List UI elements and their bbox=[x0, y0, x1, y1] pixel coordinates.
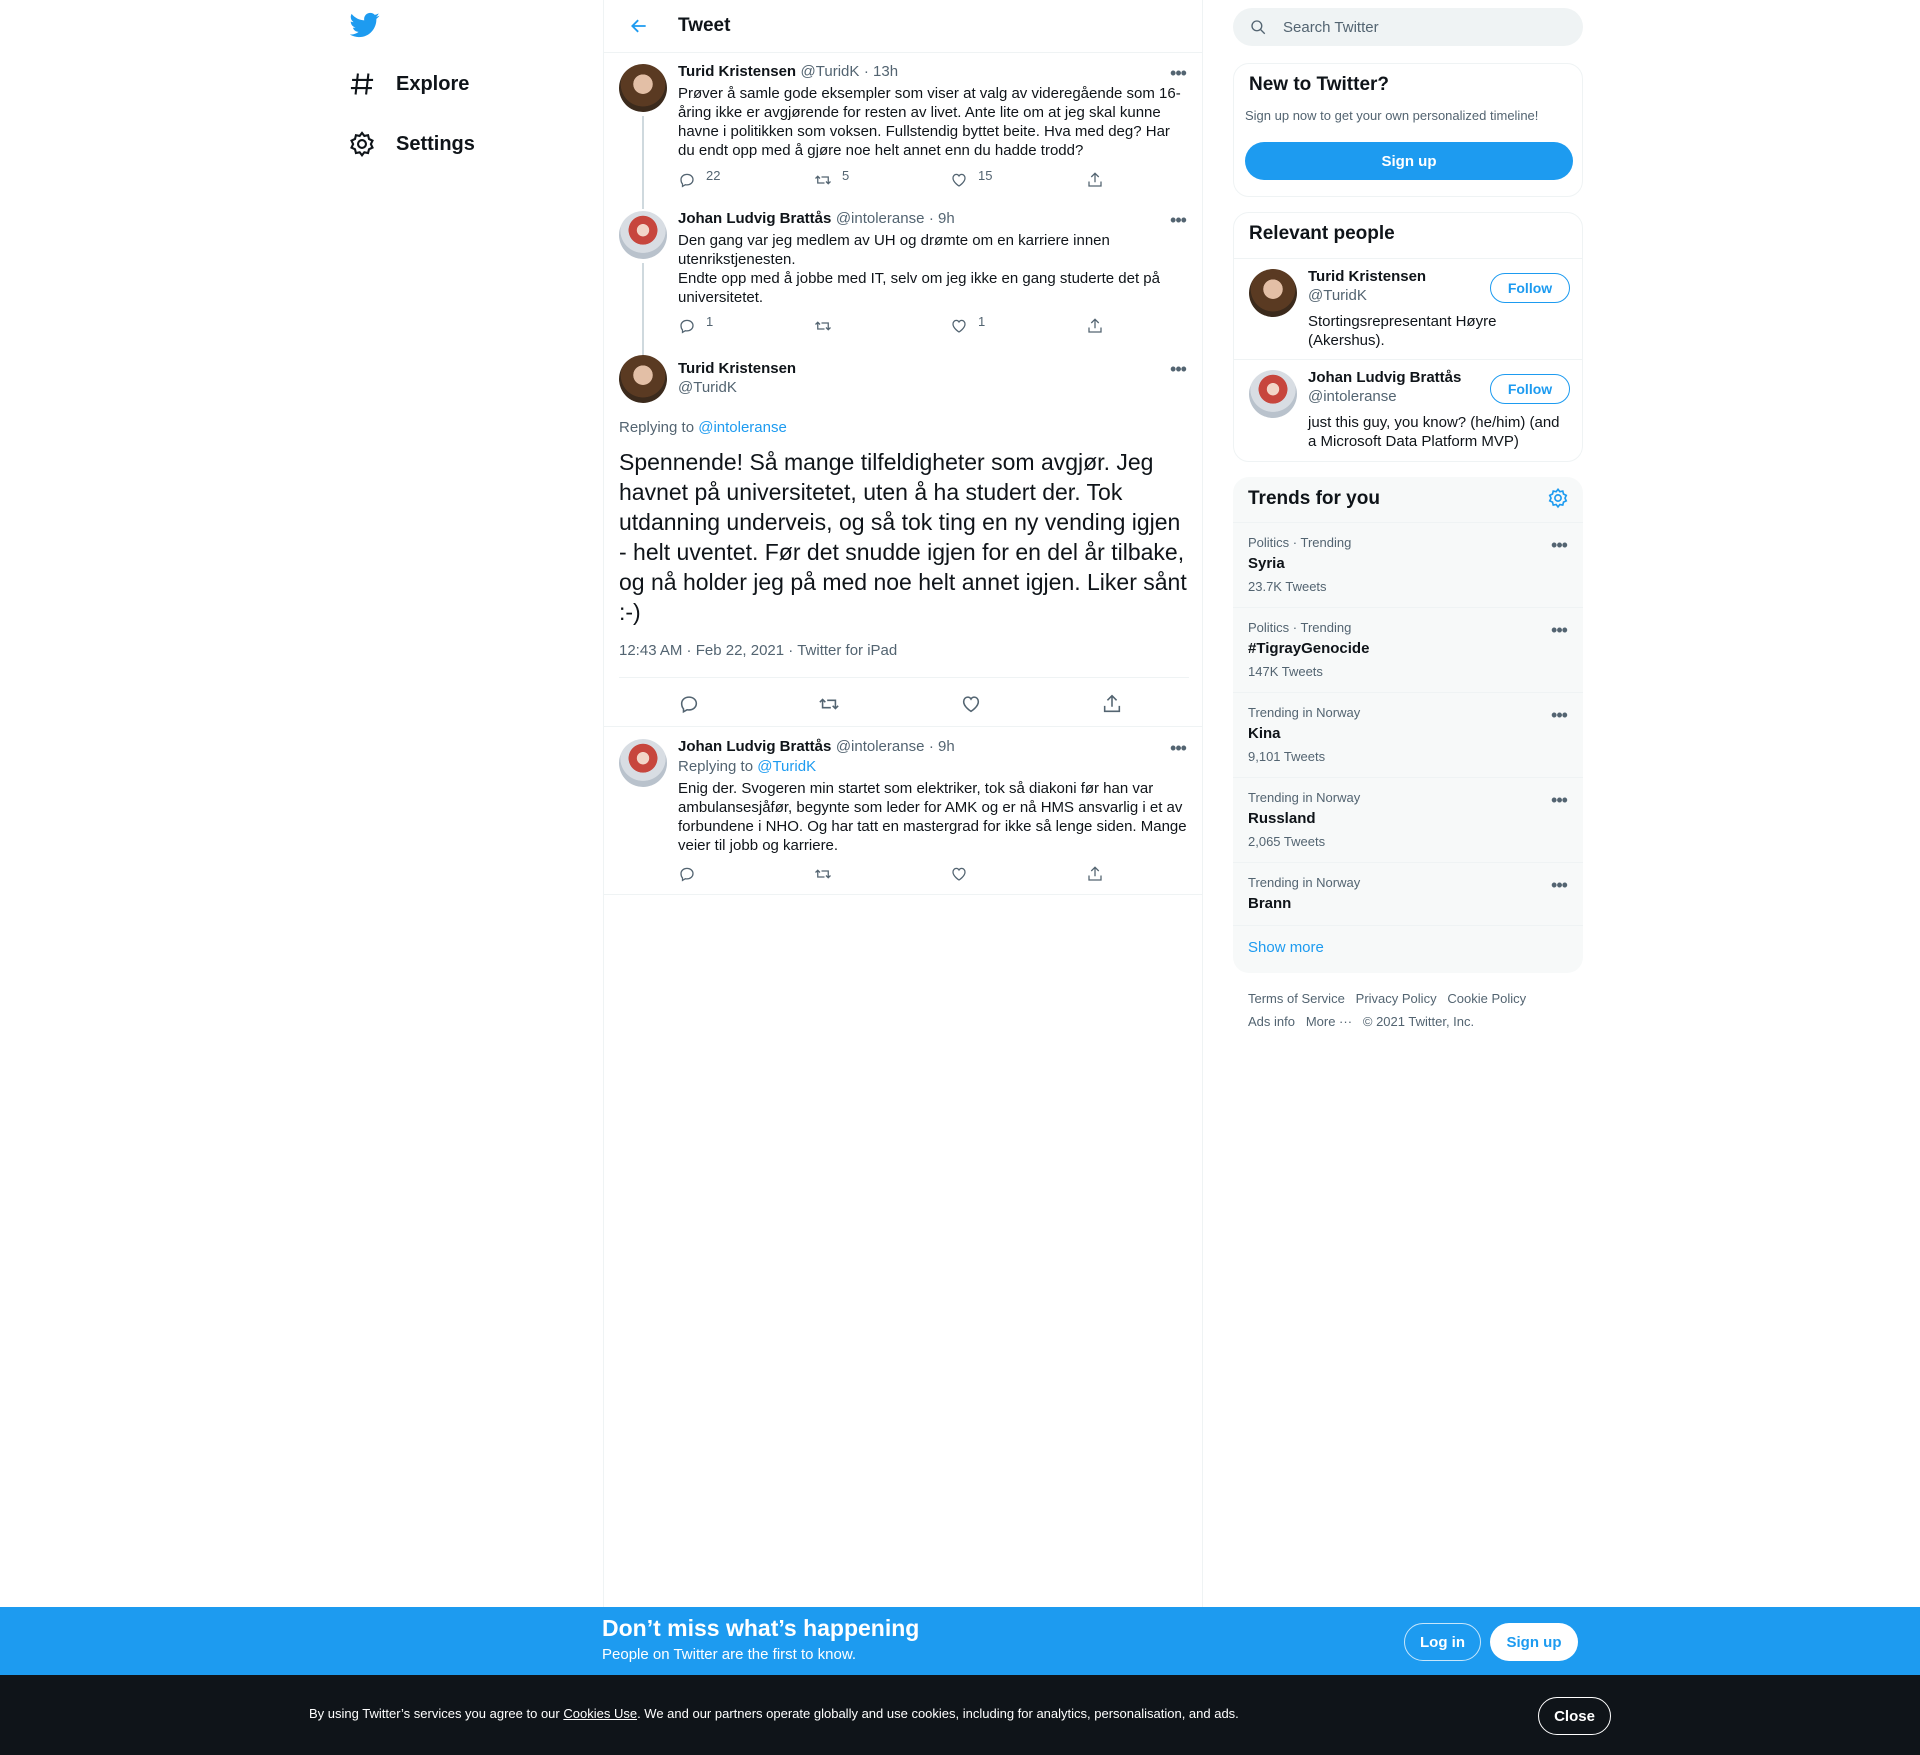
like-icon bbox=[950, 865, 968, 883]
trend-name: Kina bbox=[1248, 725, 1281, 742]
trend-name: Syria bbox=[1248, 555, 1285, 572]
tweet-source[interactable]: Twitter for iPad bbox=[797, 642, 898, 659]
tweet-author-name[interactable]: Johan Ludvig Brattås bbox=[678, 210, 832, 227]
more-icon[interactable]: ••• bbox=[1551, 789, 1567, 810]
trend-category: Trending in Norway bbox=[1248, 790, 1361, 805]
share-button[interactable] bbox=[1101, 693, 1123, 715]
footer-links-2 bbox=[1248, 1014, 1474, 1029]
trend-item[interactable] bbox=[1233, 607, 1583, 692]
footer-links bbox=[1248, 991, 1526, 1006]
banner-sign-up-button[interactable]: Sign up bbox=[1490, 1623, 1578, 1661]
tweet-text: Prøver å samle gode eksempler som viser at valg av videregående som 16- åring ikke er avgjørende for resten av livet. Ante lite om at jeg skal kunne havne i politikken som voksen. Fullstendig byttet beite. Hva med deg? Har du endt opp med å gjøre noe helt annet enn du hadde trodd? bbox=[678, 85, 1181, 159]
trend-item[interactable] bbox=[1233, 862, 1583, 925]
follow-button[interactable]: Follow bbox=[1490, 273, 1570, 303]
tweet-text: Enig der. Svogeren min startet som elektriker, tok så diakoni før han var ambulansesjåfør, begynte som leder for AMK og er nå HMS ansvarlig i et av forbundene i NHO. Og har tatt en mastergrad for ikke så lenge siden. Mange veier til jobb og karriere. bbox=[678, 780, 1187, 854]
page-title: Tweet bbox=[678, 15, 731, 36]
share-icon bbox=[1086, 317, 1104, 335]
reply-icon bbox=[678, 693, 700, 715]
tweet-author-handle[interactable]: @TuridK bbox=[678, 379, 737, 396]
reply-icon bbox=[678, 865, 696, 883]
follow-button[interactable]: Follow bbox=[1490, 374, 1570, 404]
reply-count: 1 bbox=[706, 313, 714, 329]
tweet-author-handle[interactable]: @TuridK bbox=[800, 63, 860, 80]
retweet-button[interactable] bbox=[814, 317, 832, 335]
trend-count: 147K Tweets bbox=[1248, 664, 1323, 679]
more-icon[interactable]: ••• bbox=[1170, 737, 1186, 758]
retweet-icon bbox=[814, 865, 832, 883]
tweet-time[interactable]: · 9h bbox=[928, 738, 955, 755]
search-input[interactable] bbox=[1283, 19, 1543, 36]
ads-info-link[interactable]: Ads info bbox=[1248, 1014, 1295, 1029]
trend-count: 2,065 Tweets bbox=[1248, 834, 1326, 849]
trend-category: Politics · Trending bbox=[1248, 535, 1352, 550]
like-button[interactable] bbox=[960, 693, 982, 715]
retweet-icon bbox=[814, 317, 832, 335]
privacy-link[interactable]: Privacy Policy bbox=[1355, 991, 1437, 1006]
trend-name: Brann bbox=[1248, 895, 1292, 912]
trend-count: 23.7K Tweets bbox=[1248, 579, 1327, 594]
share-button[interactable] bbox=[1086, 865, 1104, 883]
back-arrow-icon bbox=[629, 16, 649, 36]
share-icon bbox=[1086, 865, 1104, 883]
avatar[interactable] bbox=[619, 211, 667, 259]
like-icon bbox=[960, 693, 982, 715]
sign-up-button[interactable]: Sign up bbox=[1245, 142, 1573, 180]
cookie-bar bbox=[0, 1675, 1920, 1755]
terms-link[interactable]: Terms of Service bbox=[1248, 991, 1345, 1006]
like-button[interactable] bbox=[950, 167, 993, 189]
copyright: © 2021 Twitter, Inc. bbox=[1362, 1014, 1475, 1029]
trend-category: Politics · Trending bbox=[1248, 620, 1352, 635]
relevant-people-card bbox=[1233, 212, 1583, 462]
reply-button[interactable] bbox=[678, 167, 721, 189]
retweet-button[interactable] bbox=[814, 865, 832, 883]
close-button[interactable]: Close bbox=[1538, 1697, 1611, 1735]
tweet-author-handle[interactable]: @intoleranse bbox=[835, 738, 925, 755]
trends-settings-button[interactable] bbox=[1547, 487, 1571, 511]
hashtag-icon bbox=[348, 70, 376, 98]
more-icon[interactable]: ••• bbox=[1551, 619, 1567, 640]
divider bbox=[619, 677, 1189, 678]
avatar[interactable] bbox=[619, 739, 667, 787]
person-row[interactable] bbox=[1234, 258, 1582, 359]
thread-line bbox=[642, 116, 644, 206]
retweet-count: 5 bbox=[842, 167, 850, 183]
person-bio: just this guy, you know? (he/him) (and a Microsoft Data Platform MVP) bbox=[1308, 414, 1560, 450]
like-button[interactable] bbox=[950, 865, 968, 883]
search-icon bbox=[1249, 18, 1267, 36]
share-button[interactable] bbox=[1086, 317, 1104, 335]
share-icon bbox=[1086, 171, 1104, 189]
avatar[interactable] bbox=[619, 64, 667, 112]
replying-prefix: Replying to bbox=[678, 758, 754, 775]
nav-settings-label: Settings bbox=[396, 132, 475, 155]
main-column bbox=[603, 0, 1203, 1607]
back-button[interactable] bbox=[622, 9, 656, 43]
tweet-author-name[interactable]: Johan Ludvig Brattås bbox=[678, 738, 832, 755]
retweet-icon bbox=[814, 171, 832, 189]
tweet-text: Den gang var jeg medlem av UH og drømte om en karriere innen utenrikstjenesten. Endte opp med å jobbe med IT, selv om jeg ikke en gang studerte det på universitetet. bbox=[678, 232, 1160, 306]
banner-heading: Don’t miss what’s happening bbox=[602, 1615, 920, 1641]
search-box[interactable] bbox=[1233, 8, 1583, 46]
replying-to bbox=[678, 758, 816, 775]
twitter-bird-icon[interactable] bbox=[350, 10, 388, 48]
nav-explore-label: Explore bbox=[396, 72, 470, 95]
share-button[interactable] bbox=[1086, 171, 1104, 189]
focused-tweet bbox=[604, 351, 1202, 727]
log-in-button[interactable]: Log in bbox=[1404, 1623, 1481, 1661]
more-icon[interactable]: ••• bbox=[1170, 209, 1186, 230]
card-title: Relevant people bbox=[1249, 223, 1395, 244]
tweet-time[interactable]: · 9h bbox=[928, 210, 955, 227]
like-icon bbox=[950, 317, 968, 335]
gear-icon bbox=[348, 130, 376, 158]
tweet-parent[interactable] bbox=[604, 201, 1202, 351]
replying-prefix: Replying to bbox=[619, 419, 695, 436]
trend-item[interactable] bbox=[1233, 522, 1583, 607]
person-name[interactable]: Turid Kristensen bbox=[1308, 268, 1427, 285]
avatar[interactable] bbox=[1249, 370, 1297, 418]
trends-card bbox=[1233, 477, 1583, 973]
tweet-time[interactable]: · 13h bbox=[863, 63, 899, 80]
replying-to-link[interactable]: @TuridK bbox=[757, 758, 817, 775]
nav-settings[interactable] bbox=[348, 119, 475, 169]
replying-to-link[interactable]: @intoleranse bbox=[698, 419, 787, 436]
cookies-use-link[interactable]: Cookies Use bbox=[563, 1706, 638, 1721]
timestamp[interactable]: 12:43 AM · Feb 22, 2021 bbox=[619, 642, 785, 659]
new-to-twitter-card bbox=[1233, 63, 1583, 197]
more-icon[interactable]: ••• bbox=[1170, 62, 1186, 83]
reply-button[interactable] bbox=[678, 693, 700, 715]
cookie-text-post: . We and our partners operate globally and use cookies, including for analytics, personalisation, and ads. bbox=[637, 1706, 1239, 1721]
tweet-timestamp: 12:43 AM · Feb 22, 2021 · Twitter for iPad bbox=[619, 642, 898, 659]
person-row[interactable] bbox=[1234, 359, 1582, 461]
more-icon[interactable]: ••• bbox=[1551, 534, 1567, 555]
thread-line bbox=[642, 201, 644, 209]
signup-banner bbox=[0, 1607, 1920, 1675]
more-icon[interactable]: ••• bbox=[1170, 358, 1186, 379]
trend-name: Russland bbox=[1248, 810, 1316, 827]
like-count: 15 bbox=[978, 167, 993, 183]
like-icon bbox=[950, 171, 968, 189]
retweet-button[interactable] bbox=[814, 167, 850, 189]
more-icon[interactable]: ••• bbox=[1551, 704, 1567, 725]
person-handle[interactable]: @TuridK bbox=[1308, 287, 1367, 304]
divider bbox=[1233, 925, 1583, 926]
trend-category: Trending in Norway bbox=[1248, 705, 1361, 720]
trend-count: 9,101 Tweets bbox=[1248, 749, 1326, 764]
thread-line bbox=[642, 263, 644, 351]
person-name[interactable]: Johan Ludvig Brattås bbox=[1308, 369, 1462, 386]
gear-icon bbox=[1547, 487, 1569, 509]
trend-item[interactable] bbox=[1233, 692, 1583, 777]
trend-name: #TigrayGenocide bbox=[1248, 640, 1370, 657]
tweet-author-handle[interactable]: @intoleranse bbox=[835, 210, 925, 227]
reply-button[interactable] bbox=[678, 313, 714, 335]
person-bio: Stortingsrepresentant Høyre (Akershus). bbox=[1308, 313, 1497, 349]
like-button[interactable] bbox=[950, 313, 986, 335]
more-icon[interactable]: ••• bbox=[1551, 874, 1567, 895]
like-count: 1 bbox=[978, 313, 986, 329]
tweet-author-name[interactable]: Turid Kristensen bbox=[678, 360, 797, 377]
reply-icon bbox=[678, 171, 696, 189]
share-icon bbox=[1101, 693, 1123, 715]
retweet-icon bbox=[818, 693, 840, 715]
retweet-button[interactable] bbox=[818, 693, 840, 715]
cookie-text bbox=[309, 1706, 1239, 1721]
tweet-author-name[interactable]: Turid Kristensen bbox=[678, 63, 797, 80]
person-handle[interactable]: @intoleranse bbox=[1308, 388, 1397, 405]
reply-count: 22 bbox=[706, 167, 721, 183]
banner-subtext: People on Twitter are the first to know. bbox=[602, 1646, 857, 1663]
trend-item[interactable] bbox=[1233, 777, 1583, 862]
show-more-link[interactable]: Show more bbox=[1248, 939, 1324, 956]
card-title: New to Twitter? bbox=[1249, 74, 1390, 95]
replying-to bbox=[619, 419, 787, 436]
nav-explore[interactable] bbox=[348, 59, 469, 109]
reply-button[interactable] bbox=[678, 865, 696, 883]
focused-tweet-text: Spennende! Så mange tilfeldigheter som avgjør. Jeg havnet på universitetet, uten å ha studert der. Tok utdanning underveis, og så tok ting en ny vending igjen - helt uventet. Før det snudde igjen for en del år tilbake, og nå holder jeg på med noe helt annet igjen. Liker sånt :-) bbox=[619, 449, 1187, 625]
more-link[interactable]: More ··· bbox=[1305, 1014, 1353, 1029]
tweet-reply[interactable] bbox=[604, 727, 1202, 895]
card-subtitle: Sign up now to get your own personalized timeline! bbox=[1245, 108, 1539, 123]
cookie-text-pre: By using Twitter’s services you agree to our bbox=[309, 1706, 564, 1721]
card-title: Trends for you bbox=[1248, 488, 1380, 509]
tweet-parent[interactable] bbox=[604, 54, 1202, 201]
cookie-policy-link[interactable]: Cookie Policy bbox=[1447, 991, 1527, 1006]
avatar[interactable] bbox=[1249, 269, 1297, 317]
trend-category: Trending in Norway bbox=[1248, 875, 1361, 890]
reply-icon bbox=[678, 317, 696, 335]
main-header bbox=[604, 0, 1202, 53]
avatar[interactable] bbox=[619, 355, 667, 403]
